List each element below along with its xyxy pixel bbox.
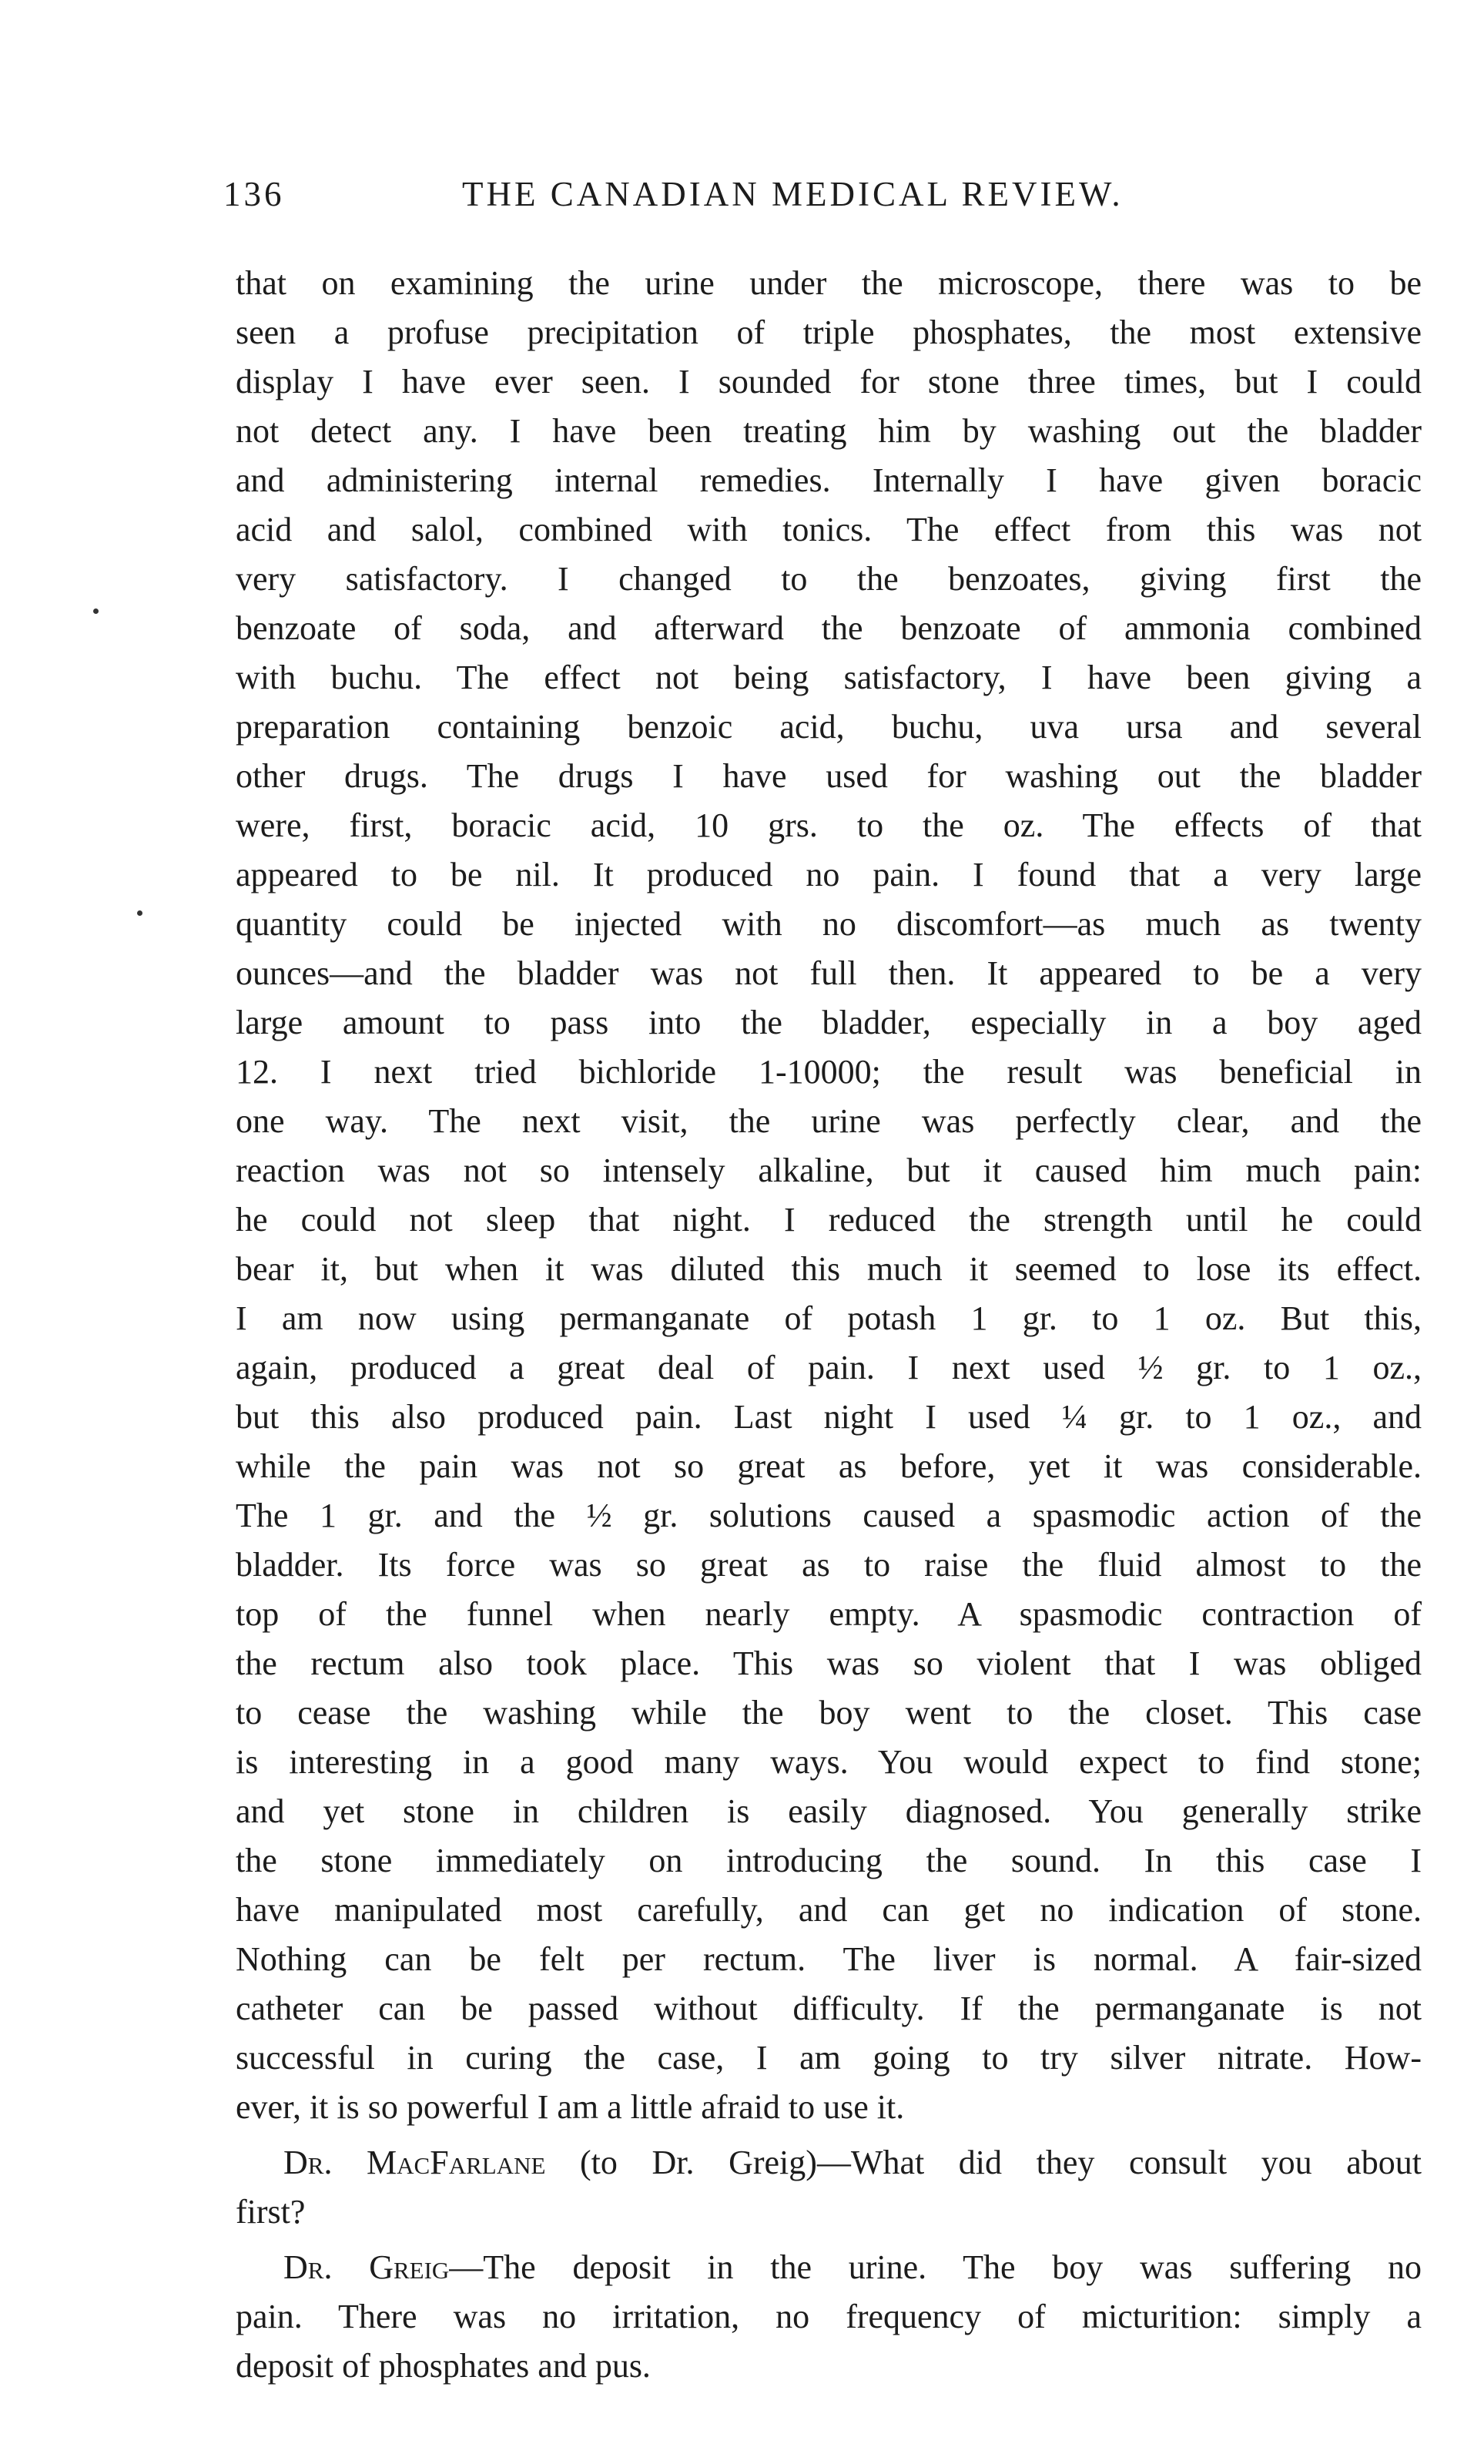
- speaker-text: —The deposit in the urine. The boy was suffering no: [449, 2248, 1422, 2286]
- text-line: the stone immediately on introducing the sound. In this case I: [236, 1842, 1422, 1879]
- text-line: other drugs. The drugs I have used for washing out the bladder: [236, 757, 1422, 795]
- text-line: and administering internal remedies. Internally I have given boracic: [236, 461, 1422, 499]
- margin-mark: [137, 910, 142, 916]
- text-line: quantity could be injected with no discomfort—as much as twenty: [236, 905, 1422, 943]
- text-line: but this also produced pain. Last night I used ¼ gr. to 1 oz., and: [236, 1398, 1422, 1436]
- text-line: display I have ever seen. I sounded for stone three times, but I could: [236, 363, 1422, 401]
- text-line: catheter can be passed without difficulty. If the permanganate is not: [236, 1990, 1422, 2027]
- body-text: [236, 259, 1422, 2391]
- text-line: acid and salol, combined with tonics. The effect from this was not: [236, 511, 1422, 548]
- text-line: pain. There was no irritation, no frequency of micturition: simply a: [236, 2298, 1422, 2335]
- page-number: 136: [223, 175, 285, 213]
- running-head: [223, 171, 1194, 217]
- text-line: with buchu. The effect not being satisfactory, I have been giving a: [236, 659, 1422, 696]
- speaker-text: (to Dr. Greig)—What did they consult you about: [545, 2144, 1422, 2181]
- text-line: ounces—and the bladder was not full then. It appeared to be a very: [236, 954, 1422, 992]
- text-line: 12. I next tried bichloride 1-10000; the result was beneficial in: [236, 1053, 1422, 1091]
- speaker-name: Dr. Greig: [283, 2248, 450, 2286]
- text-line: bladder. Its force was so great as to raise the fluid almost to the: [236, 1546, 1422, 1584]
- text-line: deposit of phosphates and pus.: [236, 2347, 651, 2385]
- text-line: large amount to pass into the bladder, especially in a boy aged: [236, 1004, 1422, 1041]
- text-line: the rectum also took place. This was so violent that I was obliged: [236, 1644, 1422, 1682]
- text-line: that on examining the urine under the microscope, there was to be: [236, 264, 1422, 302]
- text-line: [236, 2138, 1422, 2187]
- text-line: have manipulated most carefully, and can get no indication of stone.: [236, 1891, 1422, 1929]
- text-line: were, first, boracic acid, 10 grs. to the oz. The effects of that: [236, 806, 1422, 844]
- text-line: top of the funnel when nearly empty. A spasmodic contraction of: [236, 1595, 1422, 1633]
- text-line: he could not sleep that night. I reduced the strength until he could: [236, 1201, 1422, 1239]
- paragraph-gap: [236, 2237, 1422, 2243]
- text-line: one way. The next visit, the urine was perfectly clear, and the: [236, 1102, 1422, 1140]
- text-line: successful in curing the case, I am going to try silver nitrate. How-: [236, 2039, 1422, 2077]
- text-line: to cease the washing while the boy went to the closet. This case: [236, 1694, 1422, 1732]
- text-line: seen a profuse precipitation of triple phosphates, the most extensive: [236, 313, 1422, 351]
- text-line: ever, it is so powerful I am a little afraid to use it.: [236, 2088, 905, 2126]
- text-line: first?: [236, 2193, 306, 2231]
- paragraph-3: [236, 2243, 1422, 2391]
- margin-mark: [93, 608, 99, 614]
- paragraph-1: [236, 259, 1422, 2132]
- text-line: and yet stone in children is easily diagnosed. You generally strike: [236, 1792, 1422, 1830]
- text-line: The 1 gr. and the ½ gr. solutions caused a spasmodic action of the: [236, 1497, 1422, 1534]
- journal-title: THE CANADIAN MEDICAL REVIEW.: [462, 175, 1124, 213]
- text-line: I am now using permanganate of potash 1 gr. to 1 oz. But this,: [236, 1299, 1422, 1337]
- text-line: Nothing can be felt per rectum. The liver is normal. A fair-sized: [236, 1940, 1422, 1978]
- paragraph-gap: [236, 2132, 1422, 2138]
- text-line: not detect any. I have been treating him by washing out the bladder: [236, 412, 1422, 450]
- text-line: is interesting in a good many ways. You would expect to find stone;: [236, 1743, 1422, 1781]
- text-line: reaction was not so intensely alkaline, but it caused him much pain:: [236, 1152, 1422, 1189]
- text-line: bear it, but when it was diluted this much it seemed to lose its effect.: [236, 1250, 1422, 1288]
- text-line: appeared to be nil. It produced no pain. I found that a very large: [236, 856, 1422, 893]
- text-line: very satisfactory. I changed to the benzoates, giving first the: [236, 560, 1422, 598]
- text-line: preparation containing benzoic acid, buchu, uva ursa and several: [236, 708, 1422, 746]
- speaker-name: Dr. MacFarlane: [283, 2144, 546, 2181]
- text-line: again, produced a great deal of pain. I next used ½ gr. to 1 oz.,: [236, 1349, 1422, 1386]
- text-line: [236, 2243, 1422, 2292]
- text-line: benzoate of soda, and afterward the benzoate of ammonia combined: [236, 609, 1422, 647]
- paragraph-2: [236, 2138, 1422, 2237]
- text-line: while the pain was not so great as before, yet it was considerable.: [236, 1447, 1422, 1485]
